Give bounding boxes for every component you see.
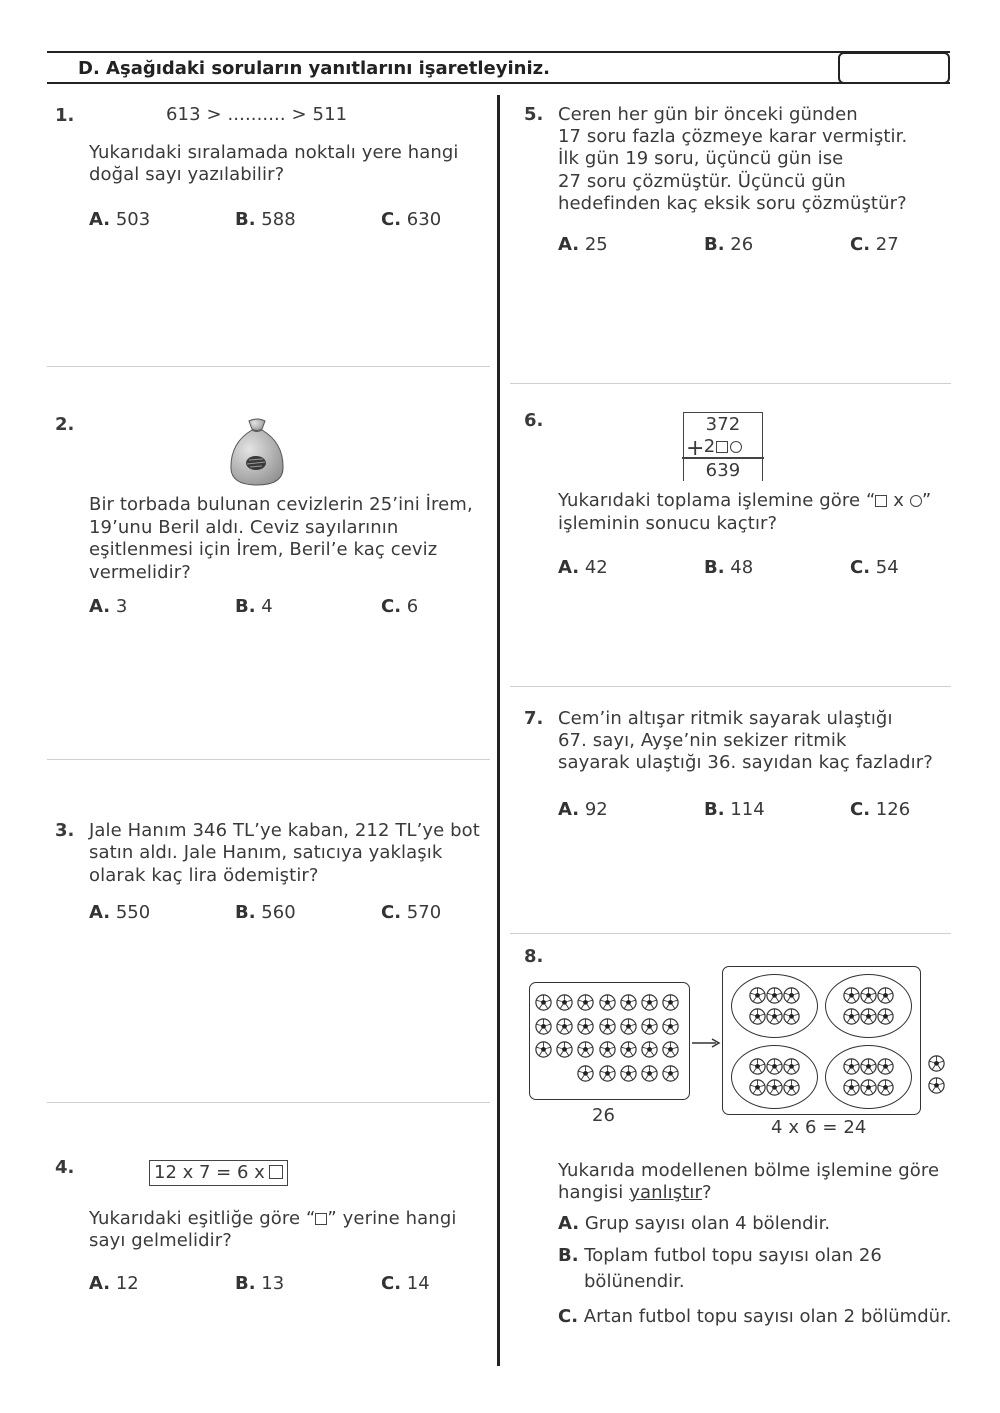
option-label: A. [89,209,111,230]
soccer-ball-icon [577,994,594,1011]
option-label: C. [381,596,402,617]
option-label: B. [235,1273,256,1294]
q5-text-1: Ceren her gün bir önceki günden [558,104,858,125]
option-label: A. [89,1273,111,1294]
option-label: B. [235,596,256,617]
q5-text-2: 17 soru fazla çözmeye karar vermiştir. [558,126,908,147]
soccer-ball-icon [766,1058,783,1075]
option-label: B. [704,234,725,255]
option-label: C. [381,902,402,923]
q8-option-b[interactable] [558,1245,882,1266]
soccer-ball-icon [577,1065,594,1082]
q8-number: 8. [524,946,544,967]
option-label: B. [704,557,725,578]
q6-option-b[interactable] [704,557,753,578]
option-value: 560 [261,902,296,923]
option-label: A. [558,557,580,578]
soccer-ball-icon [783,987,800,1004]
q6-option-c[interactable] [850,557,899,578]
soccer-ball-icon [860,1079,877,1096]
q2-option-b[interactable] [235,596,273,617]
option-value: 12 [115,1273,139,1294]
option-value: 4 [261,596,273,617]
soccer-ball-icon [662,1041,679,1058]
soccer-ball-icon [599,1065,616,1082]
q4-text-1 [89,1208,456,1231]
q7-text-3: sayarak ulaştığı 36. sayıdan kaç fazladır? [558,752,933,773]
option-label: A. [558,234,580,255]
q7-option-a[interactable] [558,799,608,820]
soccer-ball-icon [535,994,552,1011]
soccer-ball-icon [535,1018,552,1035]
q8-text-2a: hangisi [558,1182,630,1203]
option-value: 54 [875,557,899,578]
q7-option-c[interactable] [850,799,910,820]
column-divider [497,95,500,1366]
q1-option-c[interactable] [381,209,441,230]
option-label: C. [558,1306,579,1327]
q8-option-c[interactable] [558,1306,952,1327]
soccer-ball-icon [577,1018,594,1035]
divider [510,933,951,934]
option-value: 550 [115,902,151,923]
q3-text-1: Jale Hanım 346 TL’ye kaban, 212 TL’ye bot [89,820,480,841]
option-value: 92 [584,799,608,820]
soccer-ball-icon [641,994,658,1011]
q3-text-2: satın aldı. Jale Hanım, satıcıya yaklaşık [89,842,443,863]
option-value: 48 [730,557,754,578]
soccer-ball-icon [843,1008,860,1025]
soccer-ball-icon [620,1018,637,1035]
soccer-ball-icon [877,1008,894,1025]
group-oval [825,974,912,1038]
q6-top-number: 372 [705,414,741,435]
option-value: 630 [406,209,442,230]
q7-text-1: Cem’in altışar ritmik sayarak ulaştığı [558,708,893,729]
soccer-ball-icon [877,1058,894,1075]
score-box [838,52,950,84]
q3-option-c[interactable] [381,902,441,923]
q4-option-a[interactable] [89,1273,139,1294]
soccer-ball-icon [843,1079,860,1096]
q3-option-a[interactable] [89,902,150,923]
soccer-ball-icon [599,994,616,1011]
option-value: 3 [115,596,128,617]
q2-text-1: Bir torbada bulunan cevizlerin 25’ini İrem, [89,494,473,515]
q5-number: 5. [524,104,544,125]
q6-middle-digit: 2 [703,436,716,457]
divider [510,686,951,687]
q2-option-a[interactable] [89,596,127,617]
q6-result: 639 [705,460,741,481]
option-value: 27 [875,234,899,255]
q4-text-2: sayı gelmelidir? [89,1230,232,1251]
soccer-ball-icon [599,1018,616,1035]
q4-equation-box [149,1160,288,1186]
soccer-ball-icon [620,1041,637,1058]
divider [47,1102,490,1103]
option-value: 25 [584,234,608,255]
arrow-right-icon [688,1036,722,1050]
q4-text-1b: ” yerine hangi [327,1208,457,1229]
soccer-ball-icon [877,987,894,1004]
q4-number: 4. [55,1157,75,1178]
soccer-ball-icon [556,994,573,1011]
option-value: 14 [406,1273,430,1294]
q7-text-2: 67. sayı, Ayşe’nin sekizer ritmik [558,730,847,751]
q6-option-a[interactable] [558,557,608,578]
soccer-ball-icon [860,1008,877,1025]
q8-text-1: Yukarıda modellenen bölme işlemine göre [558,1160,940,1181]
soccer-ball-icon [766,987,783,1004]
option-label: C. [850,234,871,255]
option-label: B. [558,1245,579,1266]
q2-text-4: vermelidir? [89,562,191,583]
option-value: Artan futbol topu sayısı olan 2 bölümdür. [583,1306,952,1327]
soccer-ball-icon [749,987,766,1004]
soccer-ball-icon [556,1041,573,1058]
divider [510,383,951,384]
soccer-ball-icon [641,1018,658,1035]
soccer-ball-icon [749,1079,766,1096]
q4-option-b[interactable] [235,1273,284,1294]
q3-text-3: olarak kaç lira ödemiştir? [89,865,319,886]
option-label: C. [381,1273,402,1294]
group-oval [731,1045,818,1109]
group-oval [825,1045,912,1109]
q6-text-2: işleminin sonucu kaçtır? [558,513,778,534]
option-value: 570 [406,902,442,923]
soccer-ball-icon [783,1079,800,1096]
circle-icon [730,441,742,453]
soccer-ball-icon [577,1041,594,1058]
q8-total-label: 26 [592,1105,616,1126]
soccer-ball-icon [783,1058,800,1075]
q8-equation-label: 4 x 6 = 24 [771,1117,867,1138]
q8-text-underlined: yanlıştır [629,1182,703,1203]
option-value: 6 [406,596,419,617]
q2-text-2: 19’unu Beril aldı. Ceviz sayılarının [89,517,399,538]
q7-option-b[interactable] [704,799,765,820]
soccer-ball-icon [783,1008,800,1025]
q8-text-2b: ? [702,1182,712,1203]
option-value: 42 [584,557,608,578]
option-label: C. [850,799,871,820]
q6-times: x [887,490,910,511]
group-oval [731,974,818,1038]
section-title: D. Aşağıdaki soruların yanıtlarını işaretleyiniz. [78,58,550,79]
soccer-ball-icon [620,1065,637,1082]
soccer-ball-icon [662,994,679,1011]
option-value: Toplam futbol topu sayısı olan 26 [584,1245,882,1266]
option-value: Grup sayısı olan 4 bölendir. [584,1213,831,1234]
q5-text-3: İlk gün 19 soru, üçüncü gün ise [558,148,844,169]
soccer-ball-icon [749,1058,766,1075]
q5-text-4: 27 soru çözmüştür. Üçüncü gün [558,171,846,192]
soccer-ball-icon [766,1008,783,1025]
q4-option-c[interactable] [381,1273,430,1294]
q6-text-1a: Yukarıdaki toplama işlemine göre “ [558,490,876,511]
q2-text-3: eşitlenmesi için İrem, Beril’e kaç ceviz [89,539,438,560]
q8-option-a[interactable] [558,1213,830,1234]
option-value: 126 [875,799,911,820]
q6-number: 6. [524,410,544,431]
circle-icon [910,495,922,507]
soccer-ball-icon [860,987,877,1004]
option-label: A. [558,799,580,820]
divider [47,366,490,367]
q1-text-1: Yukarıdaki sıralamada noktalı yere hangi [89,142,459,163]
soccer-ball-icon [535,1041,552,1058]
plus-sign: + [686,436,705,461]
option-value: 13 [261,1273,285,1294]
option-label: B. [704,799,725,820]
soccer-ball-icon [843,987,860,1004]
q6-text-1b: ” [921,490,932,511]
q6-text-1 [558,490,931,513]
q3-option-b[interactable] [235,902,296,923]
q5-option-c[interactable] [850,234,899,255]
q1-number: 1. [55,105,75,126]
option-label: B. [235,209,256,230]
q2-option-c[interactable] [381,596,418,617]
q1-option-b[interactable] [235,209,296,230]
q1-inequality: 613 > .......... > 511 [166,104,348,125]
soccer-ball-icon [877,1079,894,1096]
option-label: A. [89,902,111,923]
q1-text-2: doğal sayı yazılabilir? [89,164,285,185]
q4-equation: 12 x 7 = 6 x [154,1162,265,1183]
square-icon [716,441,728,453]
q5-option-a[interactable] [558,234,608,255]
option-label: A. [558,1213,580,1234]
option-label: A. [89,596,111,617]
q8-text-2 [558,1182,712,1205]
option-label: B. [235,902,256,923]
square-icon [875,495,887,507]
soccer-ball-icon [641,1065,658,1082]
q5-option-b[interactable] [704,234,753,255]
soccer-ball-icon [928,1077,945,1094]
soccer-ball-icon [599,1041,616,1058]
square-icon [315,1213,327,1225]
q2-number: 2. [55,414,75,435]
q7-number: 7. [524,708,544,729]
soccer-ball-icon [662,1018,679,1035]
soccer-ball-icon [860,1058,877,1075]
sack-icon [228,417,286,487]
q5-text-5: hedefinden kaç eksik soru çözmüştür? [558,193,907,214]
option-value: 588 [261,209,296,230]
q3-number: 3. [55,820,75,841]
soccer-ball-icon [749,1008,766,1025]
soccer-ball-icon [766,1079,783,1096]
q4-text-1a: Yukarıdaki eşitliğe göre “ [89,1208,316,1229]
square-icon [269,1165,283,1179]
option-value: 503 [115,209,151,230]
divider [47,759,490,760]
option-label: C. [381,209,402,230]
option-label: C. [850,557,871,578]
q1-option-a[interactable] [89,209,150,230]
soccer-ball-icon [620,994,637,1011]
soccer-ball-icon [641,1041,658,1058]
soccer-ball-icon [662,1065,679,1082]
soccer-ball-icon [928,1055,945,1072]
soccer-ball-icon [556,1018,573,1035]
section-header [47,51,950,84]
q8-option-b-continued: bölünendir. [584,1271,685,1292]
option-value: 114 [730,799,765,820]
soccer-ball-icon [843,1058,860,1075]
option-value: 26 [730,234,754,255]
